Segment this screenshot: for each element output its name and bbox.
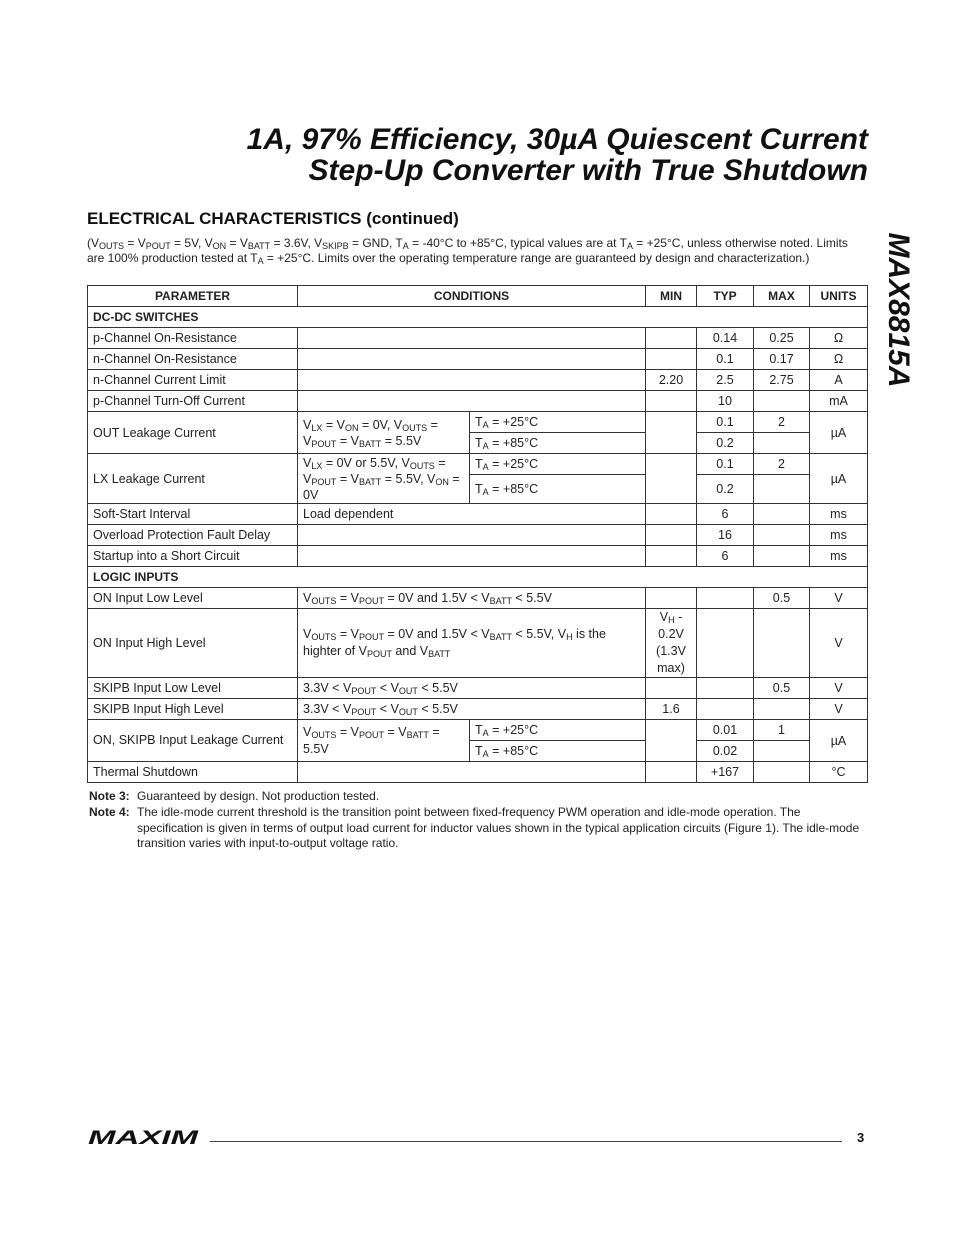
typ-cell: +167	[697, 762, 754, 783]
table-row	[88, 391, 868, 412]
cond-cell	[298, 370, 646, 391]
param-cell: Overload Protection Fault Delay	[88, 525, 298, 546]
typ-cell: 6	[697, 504, 754, 525]
typ-cell	[697, 678, 754, 699]
typ-cell: 0.1	[697, 412, 754, 433]
max-cell: 2	[754, 454, 810, 475]
title-line-2: Step-Up Converter with True Shutdown	[308, 154, 868, 187]
temp-cond-cell: $T_A = +25^\circ C$	[470, 720, 646, 741]
min-cell	[646, 328, 697, 349]
max-cell	[754, 741, 810, 762]
units-cell: ms	[810, 546, 868, 567]
units-cell: µA	[810, 720, 868, 762]
max-cell	[754, 525, 810, 546]
units-cell: Ω	[810, 328, 868, 349]
temp-cond-cell: $T_A = +85^\circ C$	[470, 475, 646, 504]
min-cell	[646, 720, 697, 762]
cond-cell: Load dependent	[298, 504, 646, 525]
page-number: 3	[857, 1130, 865, 1145]
cond-cell: $V_{OUTS} = V_{POUT} = V_{BATT} = 5.5V$	[298, 720, 470, 762]
units-cell: V	[810, 678, 868, 699]
document-title	[247, 124, 868, 186]
section-dcdc-switches: DC-DC SWITCHES	[88, 307, 868, 328]
temp-cond-cell: $T_A = +25^\circ C$	[470, 412, 646, 433]
cond-cell: $V_{OUTS} = V_{POUT} = 0V$ and $1.5V < V_{BATT} < 5.5V$, $V_H$ is the highter of $V_{POUT}$ and $V_{BATT}$	[298, 609, 646, 678]
max-cell	[754, 475, 810, 504]
units-cell: V	[810, 588, 868, 609]
conditions-note: ($V_{OUTS} = V_{POUT} = 5V$, $V_{ON} = V_{BATT} = 3.6V$, $V_{SKIPB}$ = GND, $T_A = -40^\circ C$ to +85°C, typical values are at $T_A = +25^\circ C$, unless otherwise noted. Limits are 100% production tested at $T_A = +25^\circ C$. Limits over the operating temperature range are guaranteed by design and characterization.)	[87, 236, 848, 266]
param-cell: p-Channel On-Resistance	[88, 328, 298, 349]
section-logic-inputs: LOGIC INPUTS	[88, 567, 868, 588]
param-cell: Thermal Shutdown	[88, 762, 298, 783]
param-cell: Soft-Start Interval	[88, 504, 298, 525]
max-cell	[754, 762, 810, 783]
min-cell	[646, 546, 697, 567]
typ-cell: 0.2	[697, 475, 754, 504]
units-cell: ms	[810, 525, 868, 546]
param-cell: ON, SKIPB Input Leakage Current	[88, 720, 298, 762]
min-cell	[646, 412, 697, 454]
maxim-logo	[88, 1128, 200, 1146]
min-cell	[646, 762, 697, 783]
header-typ: TYP	[697, 286, 754, 307]
max-cell	[754, 504, 810, 525]
min-cell: $V_H$ - 0.2V (1.3V max)	[646, 609, 697, 678]
max-cell: 2	[754, 412, 810, 433]
typ-cell: 0.2	[697, 433, 754, 454]
title-line-1: 1A, 97% Efficiency, 30µA Quiescent Current	[246, 123, 868, 156]
param-cell: SKIPB Input High Level	[88, 699, 298, 720]
header-conditions: CONDITIONS	[298, 286, 646, 307]
units-cell: V	[810, 609, 868, 678]
section-row	[88, 567, 868, 588]
cond-cell	[298, 762, 646, 783]
table-row	[88, 412, 868, 433]
table-row	[88, 588, 868, 609]
electrical-characteristics-table	[87, 285, 868, 783]
cond-cell	[298, 546, 646, 567]
typ-cell	[697, 609, 754, 678]
note-text: Guaranteed by design. Not production tested.	[137, 789, 380, 803]
cond-cell: $V_{OUTS} = V_{POUT} = 0V$ and $1.5V < V_{BATT} < 5.5V$	[298, 588, 646, 609]
typ-cell: 0.02	[697, 741, 754, 762]
side-part-number-text: MAX8815A	[882, 232, 915, 388]
units-cell: µA	[810, 412, 868, 454]
table-header-row	[88, 286, 868, 307]
temp-cond-cell: $T_A = +85^\circ C$	[470, 433, 646, 454]
min-cell	[646, 678, 697, 699]
min-cell	[646, 588, 697, 609]
typ-cell: 16	[697, 525, 754, 546]
units-cell: Ω	[810, 349, 868, 370]
cond-cell	[298, 525, 646, 546]
note-label: Note 3:	[89, 789, 130, 803]
table-row	[88, 720, 868, 741]
max-cell: 0.5	[754, 678, 810, 699]
table-row	[88, 678, 868, 699]
cond-cell: $V_{LX} = 0V$ or 5.5V, $V_{OUTS} = V_{POUT} = V_{BATT} = 5.5V$, $V_{ON} = 0V$	[298, 454, 470, 504]
param-cell: p-Channel Turn-Off Current	[88, 391, 298, 412]
max-cell	[754, 546, 810, 567]
param-cell: SKIPB Input Low Level	[88, 678, 298, 699]
units-cell: A	[810, 370, 868, 391]
table-row	[88, 699, 868, 720]
footer-rule	[210, 1141, 842, 1142]
typ-cell: 10	[697, 391, 754, 412]
min-cell: 2.20	[646, 370, 697, 391]
param-cell: Startup into a Short Circuit	[88, 546, 298, 567]
min-cell	[646, 454, 697, 504]
table-row	[88, 349, 868, 370]
table-row	[88, 504, 868, 525]
max-cell	[754, 609, 810, 678]
typ-cell	[697, 699, 754, 720]
temp-cond-cell: $T_A = +25^\circ C$	[470, 454, 646, 475]
table-row	[88, 454, 868, 475]
section-heading: ELECTRICAL CHARACTERISTICS (continued)	[87, 209, 459, 228]
header-units: UNITS	[810, 286, 868, 307]
header-parameter: PARAMETER	[88, 286, 298, 307]
typ-cell: 0.01	[697, 720, 754, 741]
cond-cell: $V_{LX} = V_{ON} = 0V$, $V_{OUTS} = V_{POUT} = V_{BATT} = 5.5V$	[298, 412, 470, 454]
param-cell: n-Channel On-Resistance	[88, 349, 298, 370]
typ-cell: 6	[697, 546, 754, 567]
max-cell: 2.75	[754, 370, 810, 391]
units-cell: mA	[810, 391, 868, 412]
note-3	[89, 789, 862, 805]
side-part-number	[878, 215, 918, 405]
units-cell: °C	[810, 762, 868, 783]
table-row	[88, 525, 868, 546]
section-row	[88, 307, 868, 328]
max-cell: 0.5	[754, 588, 810, 609]
typ-cell: 0.1	[697, 454, 754, 475]
cond-cell	[298, 391, 646, 412]
typ-cell: 2.5	[697, 370, 754, 391]
cond-cell: $3.3V < V_{POUT} < V_{OUT} < 5.5V$	[298, 678, 646, 699]
max-cell: 0.17	[754, 349, 810, 370]
max-cell	[754, 433, 810, 454]
min-cell: 1.6	[646, 699, 697, 720]
table-row	[88, 546, 868, 567]
note-text: The idle-mode current threshold is the transition point between fixed-frequency PWM operation and idle-mode operation. The specification is given in terms of output load current for inductor values shown in the typical application circuits (Figure 1). The idle-mode transition varies with input-to-output voltage ratio.	[137, 805, 860, 850]
min-cell	[646, 525, 697, 546]
table-row	[88, 609, 868, 678]
param-cell: ON Input Low Level	[88, 588, 298, 609]
note-label: Note 4:	[89, 805, 130, 819]
header-min: MIN	[646, 286, 697, 307]
cond-cell	[298, 328, 646, 349]
header-max: MAX	[754, 286, 810, 307]
max-cell: 1	[754, 720, 810, 741]
cond-cell: $3.3V < V_{POUT} < V_{OUT} < 5.5V$	[298, 699, 646, 720]
min-cell	[646, 504, 697, 525]
max-cell: 0.25	[754, 328, 810, 349]
param-cell: n-Channel Current Limit	[88, 370, 298, 391]
units-cell: V	[810, 699, 868, 720]
typ-cell	[697, 588, 754, 609]
units-cell: ms	[810, 504, 868, 525]
cond-cell	[298, 349, 646, 370]
table-row	[88, 370, 868, 391]
maxim-logo-text: MAXIM	[88, 1128, 200, 1146]
units-cell: µA	[810, 454, 868, 504]
max-cell	[754, 699, 810, 720]
param-cell: ON Input High Level	[88, 609, 298, 678]
table-row	[88, 328, 868, 349]
param-cell: OUT Leakage Current	[88, 412, 298, 454]
table-row	[88, 762, 868, 783]
min-cell	[646, 349, 697, 370]
temp-cond-cell: $T_A = +85^\circ C$	[470, 741, 646, 762]
typ-cell: 0.14	[697, 328, 754, 349]
param-cell: LX Leakage Current	[88, 454, 298, 504]
max-cell	[754, 391, 810, 412]
typ-cell: 0.1	[697, 349, 754, 370]
min-cell	[646, 391, 697, 412]
note-4	[89, 805, 862, 852]
